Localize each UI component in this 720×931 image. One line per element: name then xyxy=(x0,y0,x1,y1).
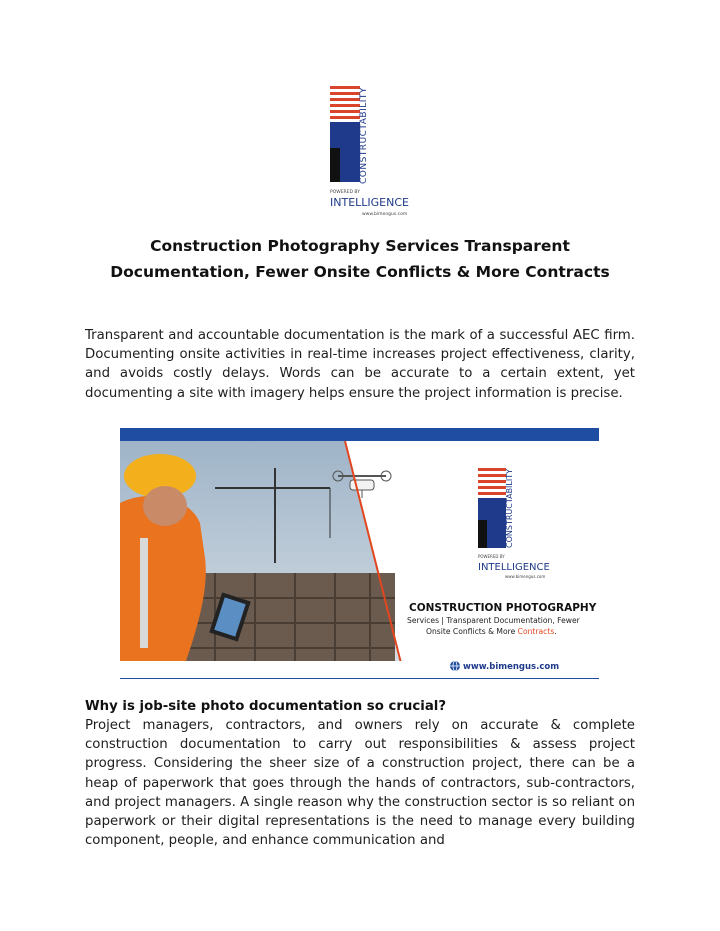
banner-subline-2-suffix: . xyxy=(554,627,557,636)
banner-heading: CONSTRUCTION PHOTOGRAPHY xyxy=(409,602,597,614)
banner-logo-website: www.bimengus.com xyxy=(505,574,546,579)
intro-paragraph: Transparent and accountable documentation is the mark of a successful AEC firm. Documenting onsite activities in real-time increases project effectiveness, clarity, and avoids costly delays. Words can be accurate to a certain extent, yet documenting a site with imagery helps ensure the project information is precise. xyxy=(85,328,635,401)
logo-stripes xyxy=(330,86,360,119)
banner-photo xyxy=(120,441,405,679)
banner-subline-2 xyxy=(426,627,557,636)
banner-subline-2-highlight: Contracts xyxy=(517,627,555,636)
logo-dark-bar xyxy=(330,148,340,182)
constructability-logo-graphic xyxy=(300,80,422,222)
banner-logo-powered-by: POWERED BY xyxy=(478,554,505,559)
banner-logo-word: CONSTRUCTABILITY xyxy=(505,468,514,548)
title-line-1: Construction Photography Services Transparent xyxy=(150,237,570,255)
banner-logo xyxy=(478,468,550,579)
logo-vertical-word: CONSTRUCTABILITY xyxy=(359,87,369,184)
banner-logo-brand: INTELLIGENCE xyxy=(478,562,550,573)
banner-subline-2-prefix: Onsite Conflicts & More xyxy=(426,627,518,636)
section-heading: Why is job-site photo documentation so crucial? xyxy=(85,699,447,714)
logo-powered-by: POWERED BY xyxy=(330,190,361,195)
banner-bottom-line xyxy=(120,678,599,679)
banner-website: www.bimengus.com xyxy=(463,662,560,672)
banner-subline-1: Services | Transparent Documentation, Fewer xyxy=(407,616,580,625)
logo-website: www.bimengus.com xyxy=(362,212,408,217)
logo-brand: INTELLIGENCE xyxy=(330,196,409,209)
document-title xyxy=(0,233,720,285)
section-paragraph: Project managers, contractors, and owners rely on accurate & complete construction documentation to carry out responsibilities & assess project progress. Considering the sheer size of a construction project, there can be a heap of paperwork that goes through the hands of contractors, sub-contractors, and project managers. A single reason why the construction sector is so reliant on paperwork or their digital representations is the need to manage every building component, people, and enhance communication and xyxy=(85,718,635,849)
banner-top-strip xyxy=(120,428,599,441)
construction-photography-banner xyxy=(120,428,599,679)
globe-icon xyxy=(450,661,460,671)
title-line-2: Documentation, Fewer Onsite Conflicts & More Contracts xyxy=(110,263,610,281)
banner-graphic xyxy=(120,428,599,679)
company-logo xyxy=(300,80,422,222)
